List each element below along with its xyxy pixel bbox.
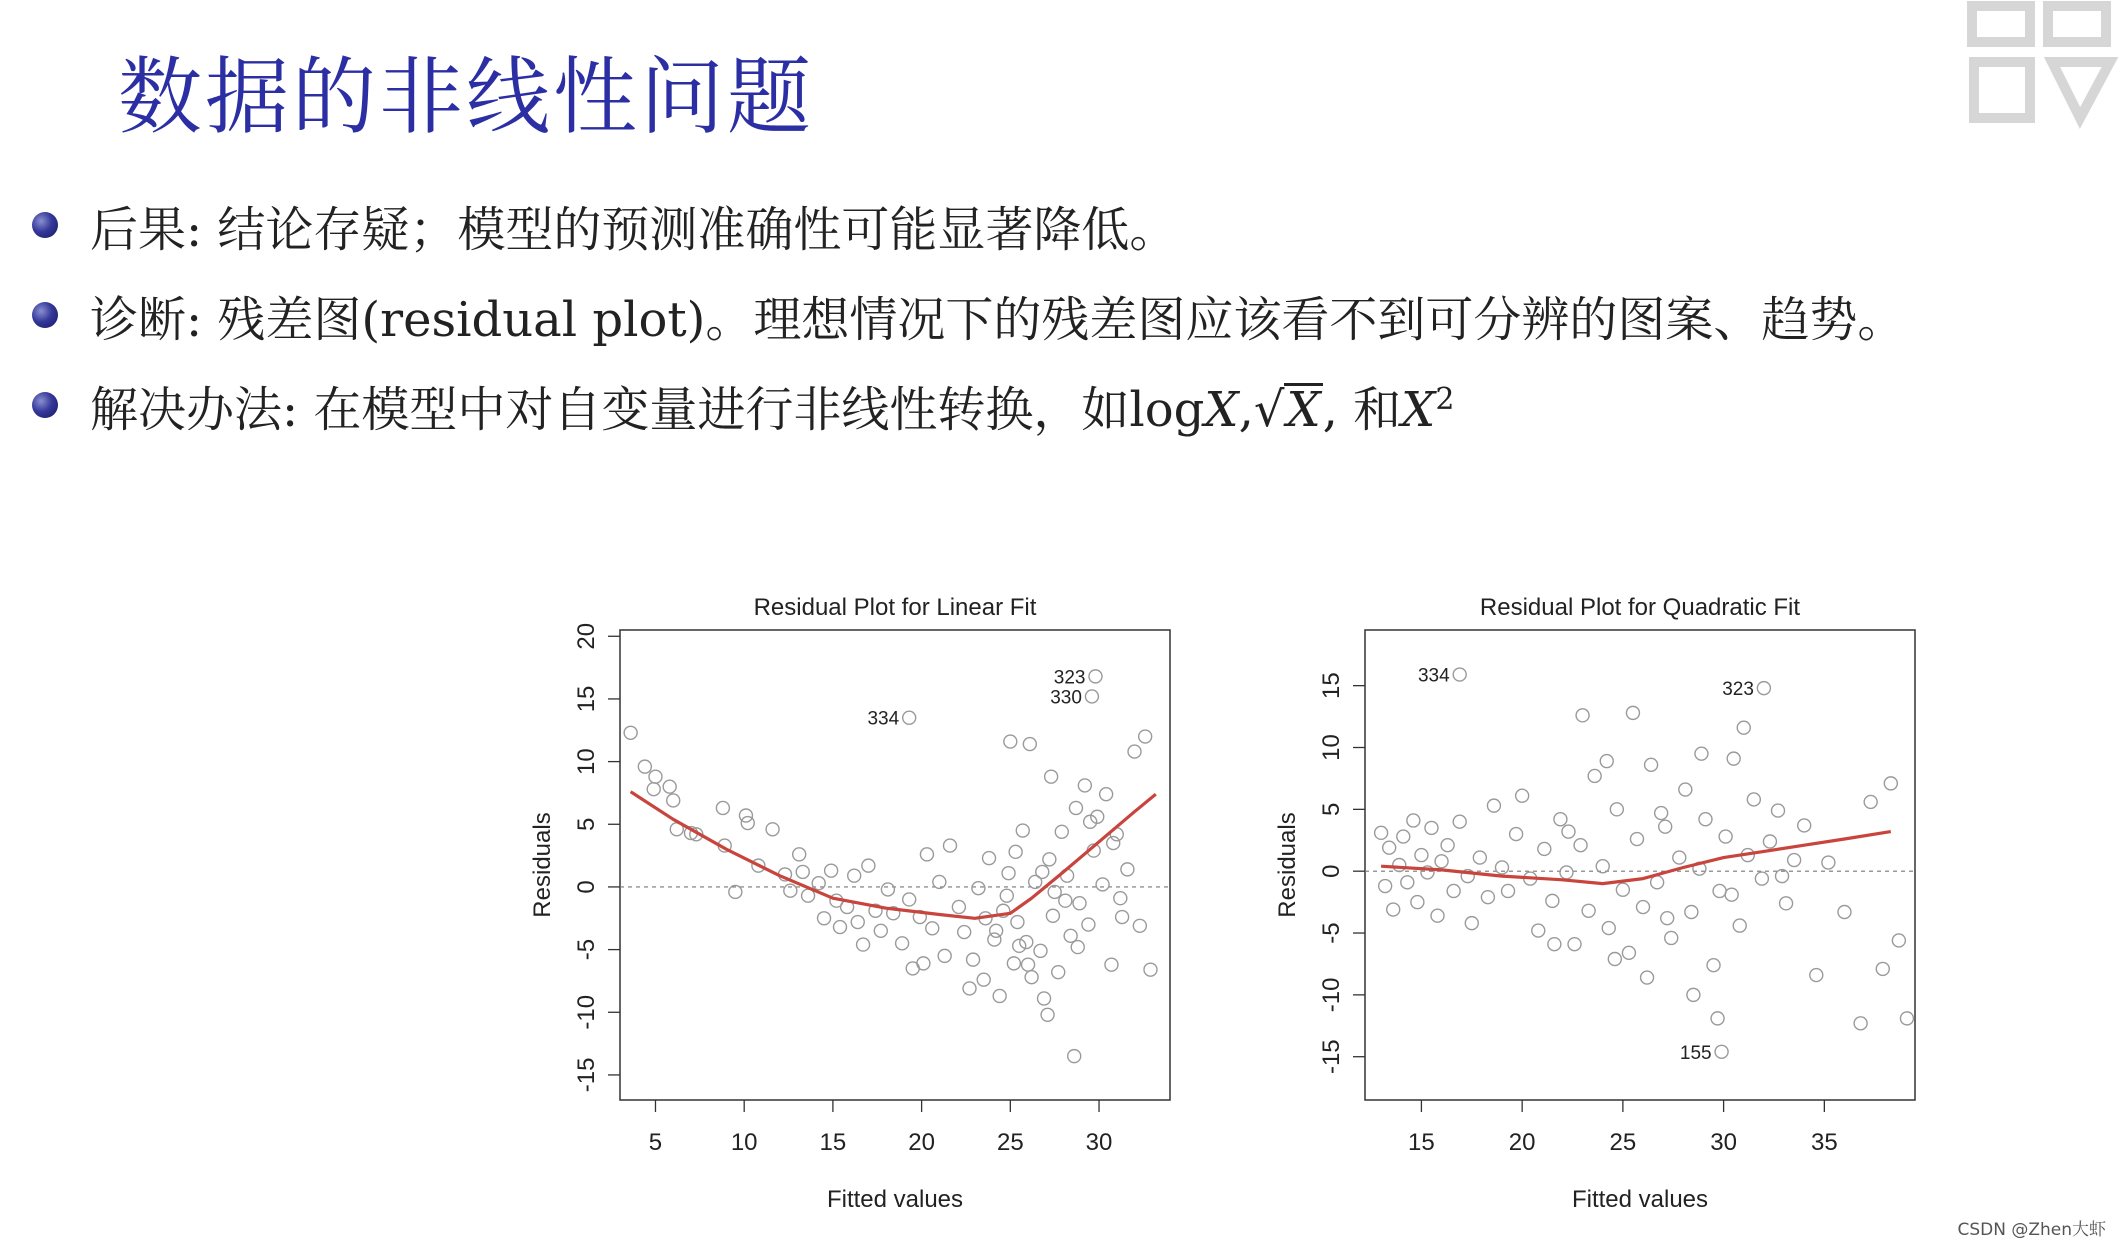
data-point	[1401, 876, 1414, 889]
data-point	[649, 770, 662, 783]
chart-title: Residual Plot for Linear Fit	[753, 594, 1037, 621]
data-point	[1004, 735, 1017, 748]
data-point	[1695, 747, 1708, 760]
math-comma: ,	[1238, 381, 1254, 438]
bullet-text: 诊断: 残差图(residual plot)。理想情况下的残差图应该看不到可分辨的图案、趋势。	[90, 291, 1906, 348]
y-tick-label: 20	[573, 622, 600, 650]
outlier-point	[1089, 670, 1102, 683]
data-point	[1538, 842, 1551, 855]
data-point	[1532, 924, 1545, 937]
y-tick-label: 0	[573, 880, 600, 894]
data-point	[1383, 841, 1396, 854]
data-point	[1114, 892, 1127, 905]
outlier-point	[1453, 668, 1466, 681]
data-point	[796, 865, 809, 878]
chart-quadratic-svg	[1265, 570, 1985, 1230]
y-tick-label: 15	[1318, 672, 1345, 700]
data-point	[1699, 813, 1712, 826]
data-point	[1022, 958, 1035, 971]
data-point	[1568, 938, 1581, 951]
data-point	[1068, 1050, 1081, 1063]
data-point	[1011, 916, 1024, 929]
data-point	[1510, 828, 1523, 841]
data-point	[1876, 962, 1889, 975]
outlier-label: 155	[1679, 1042, 1712, 1064]
data-point	[1685, 906, 1698, 919]
data-point	[1582, 904, 1595, 917]
outlier-label: 323	[1722, 679, 1754, 701]
math-sqrt-x: X	[1286, 381, 1321, 438]
data-point	[1036, 865, 1049, 878]
data-point	[1043, 853, 1056, 866]
y-tick-label: -5	[1318, 922, 1345, 944]
bullet-text: 解决办法: 在模型中对自变量进行非线性转换，如logX,√X, 和$X^2$	[90, 381, 1455, 438]
data-point	[1107, 837, 1120, 850]
data-point	[1096, 878, 1109, 891]
slide-title: 数据的非线性问题	[118, 48, 815, 146]
bullet-item	[24, 180, 2114, 270]
y-tick-label: -10	[573, 994, 600, 1030]
outlier-point	[1085, 690, 1098, 703]
data-point	[1045, 770, 1058, 783]
data-point	[1516, 789, 1529, 802]
x-tick-label: 25	[1609, 1129, 1637, 1156]
x-axis-label: Fitted values	[1571, 1186, 1709, 1213]
data-point	[990, 924, 1003, 937]
outlier-label: 334	[1417, 665, 1450, 687]
data-point	[1655, 807, 1668, 820]
y-axis-label: Residuals	[1274, 812, 1301, 918]
data-point	[963, 982, 976, 995]
x-tick-label: 20	[1508, 1129, 1536, 1156]
smoother-line	[631, 792, 1156, 919]
data-point	[1630, 833, 1643, 846]
data-point	[1665, 931, 1678, 944]
data-point	[1425, 821, 1438, 834]
data-point	[1144, 963, 1157, 976]
outlier-label: 323	[1053, 667, 1086, 689]
data-point	[1737, 721, 1750, 734]
data-point	[1854, 1017, 1867, 1030]
x-tick-label: 30	[1085, 1129, 1113, 1156]
data-point	[1822, 856, 1835, 869]
bullet-item	[24, 270, 2114, 360]
data-point	[1116, 911, 1129, 924]
outlier-point	[1715, 1045, 1728, 1058]
data-point	[851, 916, 864, 929]
data-point	[1747, 793, 1760, 806]
data-point	[1002, 867, 1015, 880]
data-point	[1481, 891, 1494, 904]
data-point	[1139, 730, 1152, 743]
data-point	[1025, 971, 1038, 984]
math-and: , 和	[1322, 381, 1402, 438]
data-point	[926, 922, 939, 935]
data-point	[1465, 917, 1478, 930]
y-tick-label: 5	[573, 817, 600, 831]
outlier-point	[1757, 682, 1770, 695]
data-point	[1810, 969, 1823, 982]
data-point	[1100, 788, 1113, 801]
y-tick-label: -5	[573, 938, 600, 961]
chart-linear-svg	[520, 570, 1240, 1230]
data-point	[1023, 738, 1036, 751]
data-point	[1375, 826, 1388, 839]
data-point	[1574, 839, 1587, 852]
data-point	[1838, 906, 1851, 919]
data-point	[1645, 758, 1658, 771]
x-axis-label: Fitted values	[826, 1186, 964, 1213]
data-point	[1128, 745, 1141, 758]
university-logo-icon	[1960, 0, 2124, 130]
data-point	[1798, 819, 1811, 832]
data-point	[1487, 799, 1500, 812]
chart-linear-fit	[520, 570, 1240, 1234]
data-point	[1610, 803, 1623, 816]
watermark: CSDN @Zhen大虾	[1957, 1220, 2106, 1240]
smoother-line	[1381, 832, 1891, 884]
data-point	[1133, 919, 1146, 932]
bullet-text-prefix: 解决办法: 在模型中对自变量进行非线性转换，如log	[90, 381, 1205, 438]
data-point	[638, 760, 651, 773]
data-point	[1616, 883, 1629, 896]
data-point	[1900, 1012, 1913, 1025]
data-point	[663, 780, 676, 793]
data-point	[1711, 1012, 1724, 1025]
data-point	[1626, 706, 1639, 719]
data-point	[1600, 755, 1613, 768]
data-point	[741, 817, 754, 830]
data-point	[958, 926, 971, 939]
data-point	[896, 937, 909, 950]
data-point	[1554, 813, 1567, 826]
data-point	[1000, 889, 1013, 902]
data-point	[1411, 896, 1424, 909]
data-point	[1121, 863, 1134, 876]
y-axis-label: Residuals	[529, 812, 556, 918]
data-point	[1763, 835, 1776, 848]
y-tick-label: 5	[1318, 802, 1345, 817]
data-point	[1502, 884, 1515, 897]
math-superscript: 2	[1435, 381, 1455, 417]
data-point	[1055, 825, 1068, 838]
data-point	[1622, 946, 1635, 959]
chart-quadratic-fit	[1265, 570, 1985, 1234]
data-point	[1495, 861, 1508, 874]
data-point	[1082, 918, 1095, 931]
data-point	[1596, 860, 1609, 873]
data-point	[874, 924, 887, 937]
data-point	[1078, 779, 1091, 792]
data-point	[881, 883, 894, 896]
data-point	[1679, 783, 1692, 796]
data-point	[1046, 909, 1059, 922]
data-point	[1661, 912, 1674, 925]
data-point	[1016, 824, 1029, 837]
x-tick-label: 10	[730, 1129, 758, 1156]
y-tick-label: -15	[573, 1057, 600, 1093]
data-point	[1071, 941, 1084, 954]
data-point	[862, 859, 875, 872]
data-point	[1733, 919, 1746, 932]
data-point	[1548, 938, 1561, 951]
data-point	[1673, 851, 1686, 864]
data-point	[1780, 897, 1793, 910]
data-point	[1546, 894, 1559, 907]
bullet-list	[24, 180, 2114, 450]
data-point	[1447, 884, 1460, 897]
y-tick-label: -10	[1318, 977, 1345, 1013]
data-point	[1009, 845, 1022, 858]
x-tick-label: 25	[996, 1129, 1024, 1156]
data-point	[983, 852, 996, 865]
x-tick-label: 15	[819, 1129, 847, 1156]
data-point	[1651, 876, 1664, 889]
data-point	[1441, 839, 1454, 852]
bullet-text: 后果: 结论存疑；模型的预测准确性可能显著降低。	[90, 201, 1178, 258]
data-point	[988, 933, 1001, 946]
data-point	[1435, 855, 1448, 868]
data-point	[1069, 801, 1082, 814]
data-point	[1755, 872, 1768, 885]
data-point	[1713, 884, 1726, 897]
data-point	[1687, 988, 1700, 1001]
math-x: X	[1204, 381, 1239, 438]
data-point	[1707, 959, 1720, 972]
data-point	[1637, 901, 1650, 914]
data-point	[1397, 830, 1410, 843]
data-point	[917, 957, 930, 970]
data-point	[1562, 825, 1575, 838]
bullet-item	[24, 360, 2114, 450]
data-point	[1727, 752, 1740, 765]
data-point	[1473, 851, 1486, 864]
data-point	[1415, 849, 1428, 862]
data-point	[944, 839, 957, 852]
data-point	[1892, 934, 1905, 947]
data-point	[1034, 944, 1047, 957]
y-tick-label: -15	[1318, 1039, 1345, 1075]
data-point	[1725, 888, 1738, 901]
data-point	[1393, 859, 1406, 872]
data-point	[716, 801, 729, 814]
data-point	[1641, 971, 1654, 984]
data-point	[624, 726, 637, 739]
data-point	[1884, 777, 1897, 790]
data-point	[1038, 992, 1051, 1005]
bullet-icon	[32, 302, 58, 328]
outlier-point	[903, 711, 916, 724]
data-point	[920, 848, 933, 861]
data-point	[784, 884, 797, 897]
x-tick-label: 20	[908, 1129, 935, 1156]
data-point	[1407, 814, 1420, 827]
outlier-label: 330	[1050, 687, 1082, 709]
x-tick-label: 30	[1710, 1129, 1737, 1156]
data-point	[952, 900, 965, 913]
data-point	[766, 823, 779, 836]
data-point	[1041, 1008, 1054, 1021]
data-point	[1560, 866, 1573, 879]
data-point	[933, 875, 946, 888]
data-point	[1788, 854, 1801, 867]
y-tick-label: 10	[573, 748, 600, 775]
data-point	[1073, 897, 1086, 910]
data-point	[667, 794, 680, 807]
data-point	[1588, 769, 1601, 782]
data-point	[812, 877, 825, 890]
math-x-squared: X	[1401, 381, 1436, 438]
data-point	[857, 938, 870, 951]
data-point	[848, 869, 861, 882]
outlier-label: 334	[867, 708, 900, 730]
data-point	[825, 864, 838, 877]
data-point	[1602, 922, 1615, 935]
y-tick-label: 0	[1318, 864, 1345, 878]
data-point	[1379, 880, 1392, 893]
data-point	[967, 953, 980, 966]
y-tick-label: 10	[1318, 734, 1345, 761]
bullet-icon	[32, 212, 58, 238]
data-point	[647, 783, 660, 796]
data-point	[1453, 815, 1466, 828]
data-point	[1431, 909, 1444, 922]
bullet-icon	[32, 392, 58, 418]
data-point	[977, 973, 990, 986]
data-point	[1105, 958, 1118, 971]
x-tick-label: 5	[648, 1129, 663, 1156]
data-point	[1772, 804, 1785, 817]
data-point	[1007, 957, 1020, 970]
data-point	[972, 882, 985, 895]
data-point	[834, 921, 847, 934]
data-point	[1659, 820, 1672, 833]
data-point	[793, 848, 806, 861]
data-point	[938, 949, 951, 962]
data-point	[818, 912, 831, 925]
data-point	[903, 893, 916, 906]
x-tick-label: 35	[1810, 1129, 1838, 1156]
data-point	[1719, 830, 1732, 843]
data-point	[1864, 795, 1877, 808]
data-point	[1608, 953, 1621, 966]
data-point	[1059, 894, 1072, 907]
data-point	[1387, 903, 1400, 916]
data-point	[1576, 709, 1589, 722]
data-point	[993, 989, 1006, 1002]
y-tick-label: 15	[573, 685, 600, 713]
data-point	[1052, 966, 1065, 979]
x-tick-label: 15	[1408, 1129, 1435, 1156]
chart-title: Residual Plot for Quadratic Fit	[1479, 594, 1801, 621]
